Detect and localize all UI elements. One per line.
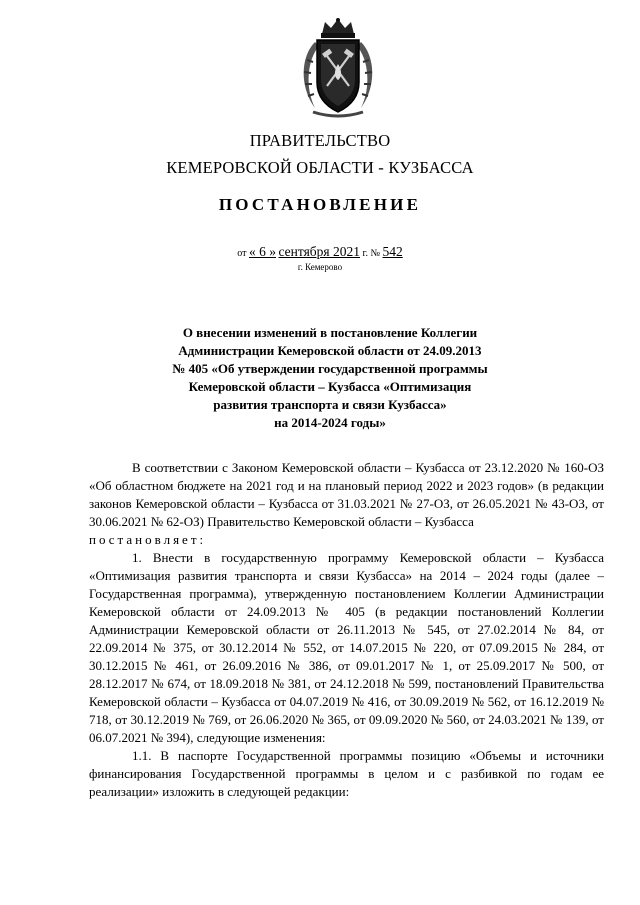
- subject-line: на 2014-2024 годы»: [274, 415, 386, 430]
- subject-line: Кемеровской области – Кузбасса «Оптимизация: [188, 379, 472, 394]
- subject-line: № 405 «Об утверждении государственной программы: [172, 361, 488, 376]
- document-number: 542: [382, 244, 403, 259]
- city-label: г. Кемерово: [297, 262, 343, 272]
- date-number-line: [0, 244, 640, 260]
- body-paragraph-item-1-1: 1.1. В паспорте Государственной программы позицию «Объемы и источники финансирования Государственной программы в целом и с разбивкой по годам ее реализации» изложить в следующей редакции:: [89, 748, 604, 799]
- year-suffix: г.: [362, 248, 368, 259]
- subject-line: О внесении изменений в постановление Коллегии: [182, 325, 478, 340]
- date-month-year: сентября 2021: [278, 244, 360, 259]
- document-subject: [150, 324, 510, 432]
- number-sign: №: [370, 248, 381, 259]
- date-prefix: от: [237, 248, 247, 259]
- document-type-title: ПОСТАНОВЛЕНИЕ: [218, 195, 422, 214]
- body-paragraph-item-1: 1. Внести в государственную программу Кемеровской области – Кузбасса «Оптимизация развития транспорта и связи Кузбасса» на 2014 – 2024 годы (далее – Государственная программа), утвержденную постановлением Коллегии Администрации Кемеровской области от 24.09.2013 № 405 (в редакции постановлений Коллегии Администрации Кемеровской области от 26.11.2013 № 545, от 27.02.2014 № 84, от 22.09.2014 № 375, от 30.12.2014 № 552, от 14.07.2015 № 220, от 07.09.2015 № 284, от 30.12.2015 № 461, от 26.09.2016 № 386, от 09.01.2017 № 1, от 25.09.2017 № 500, от 28.12.2017 № 674, от 18.09.2018 № 381, от 24.12.2018 № 599, постановлений Правительства Кемеровской области – Кузбасса от 04.07.2019 № 416, от 30.09.2019 № 562, от 16.12.2019 № 718, от 30.12.2019 № 769, от 26.06.2020 № 365, от 09.09.2020 № 560, от 24.03.2021 № 139, от 06.07.2021 № 394), следующие изменения:: [89, 550, 604, 745]
- subject-line: Администрации Кемеровской области от 24.09.2013: [178, 343, 482, 358]
- document-body: [89, 459, 604, 801]
- government-name-line1: ПРАВИТЕЛЬСТВО: [249, 131, 391, 150]
- subject-line: развития транспорта и связи Кузбасса»: [213, 397, 447, 412]
- resolves-word: постановляет:: [89, 532, 207, 547]
- coat-of-arms-emblem: [295, 16, 381, 120]
- government-name-line2: КЕМЕРОВСКОЙ ОБЛАСТИ - КУЗБАССА: [166, 158, 474, 177]
- body-paragraph-preamble: В соответствии с Законом Кемеровской области – Кузбасса от 23.12.2020 № 160-ОЗ «Об областном бюджете на 2021 год и на плановый период 2022 и 2023 годов» (в редакции законов Кемеровской области – Кузбасса от 31.03.2021 № 27-ОЗ, от 26.05.2021 № 43-ОЗ, от 30.06.2021 № 62-ОЗ) Правительство Кемеровской области – Кузбасса: [89, 460, 604, 529]
- date-day: « 6 »: [248, 244, 276, 259]
